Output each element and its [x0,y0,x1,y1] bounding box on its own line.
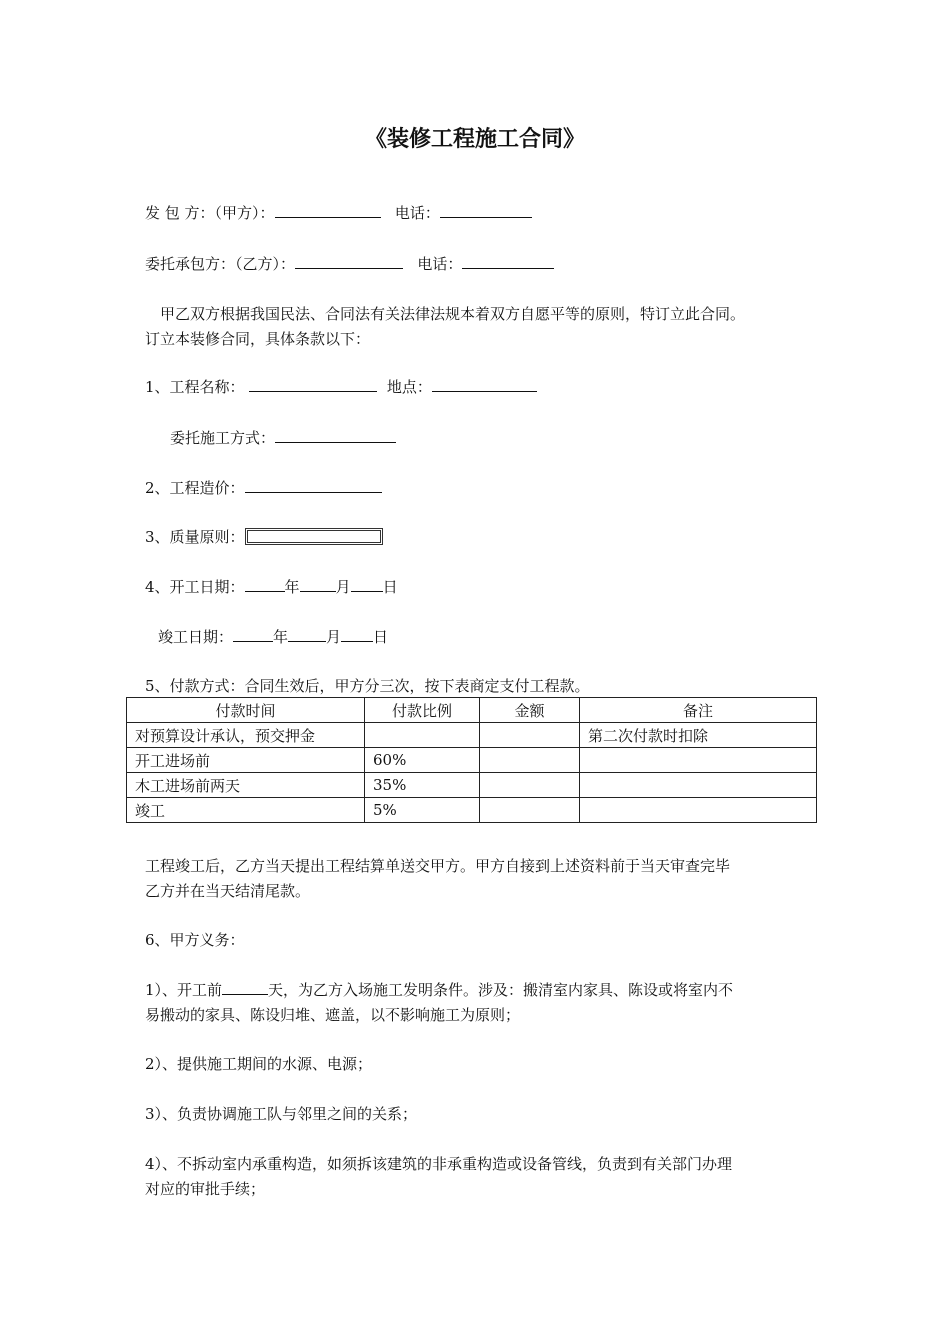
location-label: 地点： [386,378,432,396]
header-payment-ratio: 付款比例 [365,698,480,723]
completion-date-label: 竣工日期： [158,628,234,646]
payment-table [126,697,817,823]
duty-3: 3）、负责协调施工队与邻里之间的关系； [145,1105,418,1123]
table-cell: 竣工 [127,798,365,823]
party-b-label: 委托承包方：（乙方）： [145,255,296,273]
completion-day-blank[interactable] [341,626,373,642]
clause-2-line [145,477,382,498]
duty-2: 2）、提供施工期间的水源、电源； [145,1055,373,1073]
table-row [127,798,817,823]
completion-month-blank[interactable] [288,626,326,642]
table-cell: 5% [365,798,480,823]
party-b-phone-label: 电话： [417,255,463,273]
party-b-phone-blank[interactable] [462,253,554,269]
construction-method-label: 委托施工方式： [170,429,276,447]
party-a-phone-blank[interactable] [440,202,532,218]
duty-4-line-2: 对应的审批手续； [145,1180,266,1198]
project-cost-blank[interactable] [245,477,382,493]
project-name-blank[interactable] [249,376,377,392]
quality-standard-label: 3、质量原则： [145,528,245,546]
table-row [127,748,817,773]
completion-year-blank[interactable] [233,626,273,642]
days-before-start-blank[interactable] [222,979,268,995]
table-cell[interactable] [580,773,817,798]
table-cell[interactable] [480,723,580,748]
duty-1-suffix: 天，为乙方入场施工发明条件。涉及：搬清室内家具、陈设或将室内不 [268,981,734,999]
table-cell: 第二次付款时扣除 [580,723,817,748]
construction-method-blank[interactable] [275,427,396,443]
table-cell: 对预算设计承认，预交押金 [127,723,365,748]
table-cell: 开工进场前 [127,748,365,773]
table-cell: 60% [365,748,480,773]
party-a-line [145,202,532,223]
header-remarks: 备注 [580,698,817,723]
table-cell[interactable] [480,773,580,798]
quality-standard-field[interactable] [245,528,383,545]
clause-1b-line [170,427,396,448]
clause-1-line [145,376,537,397]
party-b-line [145,253,554,274]
table-cell[interactable] [480,748,580,773]
start-date-label: 4、开工日期： [145,578,245,596]
document-title: 《装修工程施工合同》 [364,126,585,152]
party-b-name-blank[interactable] [295,253,403,269]
settlement-line-2: 乙方并在当天结清尾款。 [145,882,311,900]
table-cell[interactable] [365,723,480,748]
table-cell: 35% [365,773,480,798]
clause-4b-line [158,626,388,647]
table-cell[interactable] [580,748,817,773]
intro-line-2: 订立本装修合同，具体条款以下： [145,330,371,348]
header-payment-time: 付款时间 [127,698,365,723]
duty-1-line-2: 易搬动的家具、陈设归堆、遮盖，以不影响施工为原则； [145,1006,521,1024]
start-day-unit: 日 [382,578,398,596]
party-a-name-blank[interactable] [275,202,381,218]
completion-month-unit: 月 [326,628,342,646]
project-name-label: 1、工程名称： [145,378,245,396]
project-cost-label: 2、工程造价： [145,479,245,497]
table-row [127,773,817,798]
clause-3-line [145,526,383,547]
party-a-label: 发 包 方：（甲方）： [145,204,275,222]
settlement-line-1: 工程竣工后，乙方当天提出工程结算单送交甲方。甲方自接到上述资料前于当天审查完毕 [145,857,731,875]
payment-method-line: 5、付款方式：合同生效后，甲方分三次，按下表商定支付工程款。 [145,677,590,695]
header-amount: 金额 [480,698,580,723]
table-cell[interactable] [480,798,580,823]
start-year-unit: 年 [284,578,300,596]
table-cell[interactable] [580,798,817,823]
duty-4-line-1: 4）、不拆动室内承重构造，如须拆该建筑的非承重构造或设备管线，负责到有关部门办理 [145,1155,733,1173]
table-row [127,723,817,748]
duty-1-prefix: 1）、开工前 [145,981,223,999]
table-cell: 木工进场前两天 [127,773,365,798]
start-month-unit: 月 [335,578,351,596]
intro-line-1: 甲乙双方根据我国民法、合同法有关法律法规本着双方自愿平等的原则，特订立此合同。 [160,305,746,323]
clause-4-line [145,576,398,597]
payment-table-header [127,698,817,723]
completion-year-unit: 年 [273,628,289,646]
duty-1-line-1 [145,979,733,1000]
completion-day-unit: 日 [373,628,389,646]
party-a-duties-heading: 6、甲方义务： [145,931,245,949]
start-day-blank[interactable] [351,576,383,592]
start-month-blank[interactable] [300,576,336,592]
start-year-blank[interactable] [245,576,285,592]
party-a-phone-label: 电话： [394,204,440,222]
location-blank[interactable] [432,376,537,392]
